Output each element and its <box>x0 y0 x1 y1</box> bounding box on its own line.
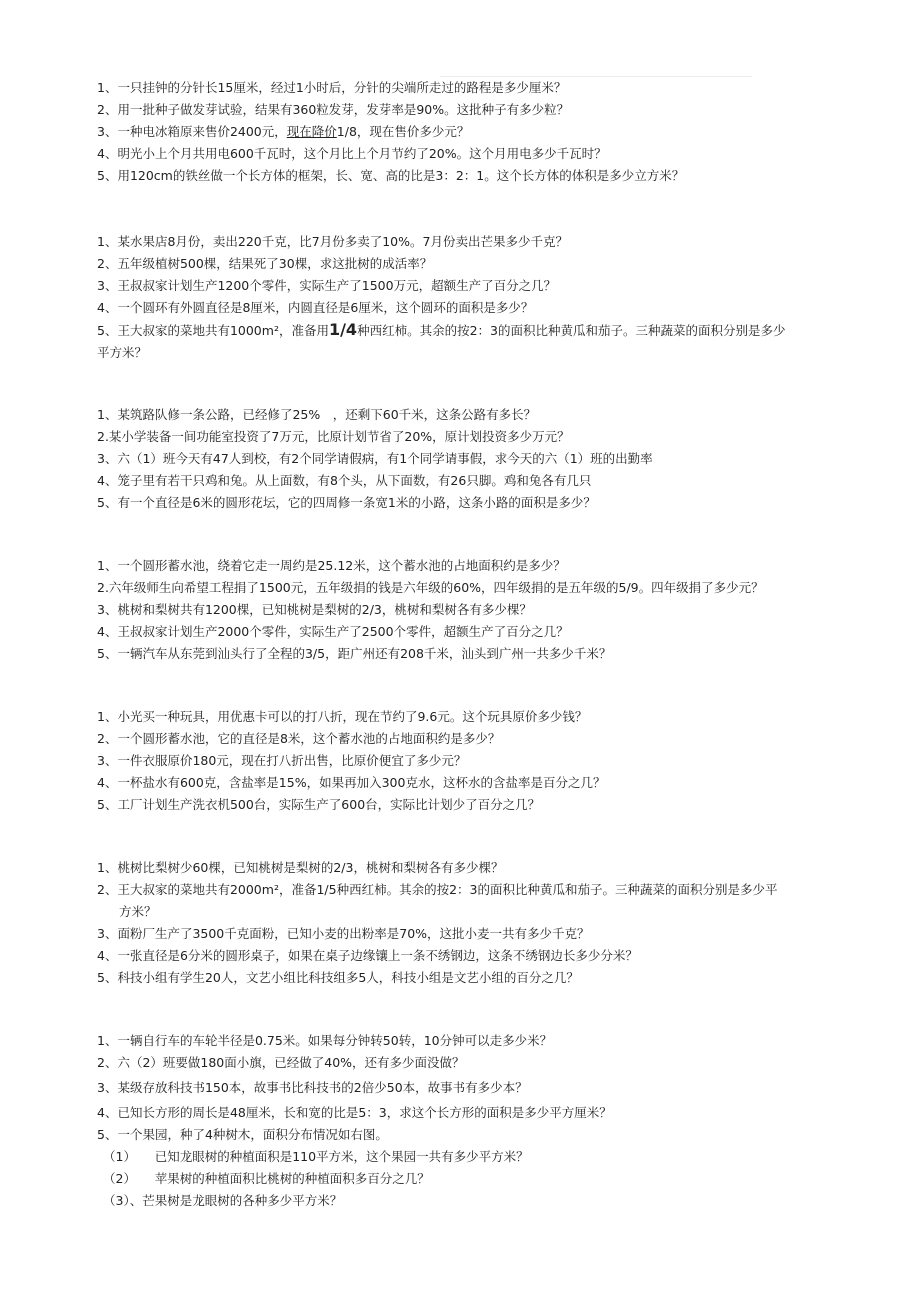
question: 2.某小学装备一间功能室投资了7万元，比原计划节省了20%，原计划投资多少万元？ <box>97 429 570 444</box>
question: 2、一个圆形蓄水池，它的直径是8米，这个蓄水池的占地面积约是多少？ <box>97 731 501 746</box>
underlined-text: 现在降价 <box>286 124 337 139</box>
question: 2、五年级植树500棵，结果死了30棵，求这批树的成活率？ <box>97 256 433 271</box>
question: 4、一张直径是6分米的圆形桌子，如果在桌子边缘镶上一条不绣钢边，这条不绣钢边长多少分米？ <box>97 948 638 963</box>
sub-question: （3）、芒果树是龙眼树的各种多少平方米？ <box>103 1193 343 1208</box>
question: 1、一个圆形蓄水池，绕着它走一周约是25.12米，这个蓄水池的占地面积约是多少？ <box>97 558 566 573</box>
question: 3、一种电冰箱原来售价2400元，现在降价1/8，现在售价多少元？ <box>97 124 470 139</box>
question: 4、明光小上个月共用电600千瓦时，这个月比上个月节约了20%。这个月用电多少千瓦时？ <box>97 146 607 161</box>
question: 4、一个圆环有外圆直径是8厘米，内圆直径是6厘米，这个圆环的面积是多少？ <box>97 300 534 315</box>
question: 3、王叔叔家计划生产1200个零件，实际生产了1500万元，超额生产了百分之几？ <box>97 278 557 293</box>
problem-set-7 <box>97 1030 877 1212</box>
question: 2、王大叔家的菜地共有2000m²，准备1/5种西红柿。其余的按2：3的面积比种黄瓜和茄子。三种蔬菜的面积分别是多少平 <box>97 882 778 897</box>
question: 1、桃树比梨树少60棵，已知桃树是梨树的2/3，桃树和梨树各有多少棵？ <box>97 860 504 875</box>
question: 5、用120cm的铁丝做一个长方体的框架，长、宽、高的比是3：2：1。这个长方体的体积是多少立方米？ <box>97 168 685 183</box>
problem-set-5 <box>97 706 877 816</box>
question: 5、科技小组有学生20人，文艺小组比科技组多5人，科技小组是文艺小组的百分之几？ <box>97 970 579 985</box>
question: 5、有一个直径是6米的圆形花坛，它的四周修一条宽1米的小路，这条小路的面积是多少？ <box>97 495 596 510</box>
question: 1、一辆自行车的车轮半径是0.75米。如果每分钟转50转，10分钟可以走多少米？ <box>97 1033 553 1048</box>
question: 5、工厂计划生产洗衣机500台，实际生产了600台，实际比计划少了百分之几？ <box>97 797 541 812</box>
question: 1、某水果店8月份，卖出220千克，比7月份多卖了10%。7月份卖出芒果多少千克？ <box>97 234 568 249</box>
question: 2.六年级师生向希望工程捐了1500元，五年级捐的钱是六年级的60%，四年级捐的是五年级的5/9。四年级捐了多少元？ <box>97 580 764 595</box>
question: 1、小光买一种玩具，用优惠卡可以的打八折，现在节约了9.6元。这个玩具原价多少钱？ <box>97 709 588 724</box>
question: 3、一件衣服原价180元，现在打八折出售，比原价便宜了多少元？ <box>97 753 467 768</box>
sub-question: （2） 苹果树的种植面积比桃树的种植面积多百分之几？ <box>103 1171 430 1186</box>
question: 5、王大叔家的菜地共有1000m²，准备用1/4种西红柿。其余的按2：3的面积比种黄瓜和茄子。三种蔬菜的面积分别是多少 <box>97 320 786 339</box>
question: 3、六（1）班今天有47人到校，有2个同学请假病，有1个同学请事假，求今天的六（1）班的出勤率 <box>97 451 653 466</box>
sub-question: （1） 已知龙眼树的种植面积是110平方米，这个果园一共有多少平方米？ <box>103 1149 529 1164</box>
question: 3、桃树和梨树共有1200棵，已知桃树是梨树的2/3，桃树和梨树各有多少棵？ <box>97 602 532 617</box>
problem-set-1 <box>97 77 877 187</box>
question: 5、一辆汽车从东莞到汕头行了全程的3/5，距广州还有208千米，汕头到广州一共多少千米？ <box>97 646 612 661</box>
problem-set-2 <box>97 231 877 364</box>
question: 5、一个果园，种了4种树木，面积分布情况如右图。 <box>97 1127 388 1142</box>
question-continuation: 方米？ <box>119 904 157 919</box>
problem-set-4 <box>97 555 877 665</box>
question: 3、面粉厂生产了3500千克面粉，已知小麦的出粉率是70%，这批小麦一共有多少千克？ <box>97 926 590 941</box>
question: 1、一只挂钟的分针长15厘米，经过1小时后，分针的尖端所走过的路程是多少厘米？ <box>97 80 567 95</box>
problem-set-3 <box>97 404 877 514</box>
problem-set-6 <box>97 857 877 989</box>
question: 4、已知长方形的周长是48厘米，长和宽的比是5：3，求这个长方形的面积是多少平方厘米？ <box>97 1105 612 1120</box>
question: 2、六（2）班要做180面小旗，已经做了40%，还有多少面没做？ <box>97 1055 465 1070</box>
question-continuation: 平方米？ <box>97 345 148 360</box>
question: 1、某筑路队修一条公路，已经修了25% ，还剩下60千米，这条公路有多长？ <box>97 407 537 422</box>
question: 4、笼子里有若干只鸡和兔。从上面数，有8个头，从下面数，有26只脚。鸡和兔各有几只 <box>97 473 592 488</box>
fraction: 1/4 <box>328 320 358 339</box>
question: 4、王叔叔家计划生产2000个零件，实际生产了2500个零件，超额生产了百分之几？ <box>97 624 569 639</box>
question: 3、某级存放科技书150本，故事书比科技书的2倍少50本，故事书有多少本？ <box>97 1080 528 1095</box>
question: 2、用一批种子做发芽试验，结果有360粒发芽，发芽率是90%。这批种子有多少粒？ <box>97 102 570 117</box>
question: 4、一杯盐水有600克，含盐率是15%，如果再加入300克水，这杯水的含盐率是百分之几？ <box>97 775 606 790</box>
